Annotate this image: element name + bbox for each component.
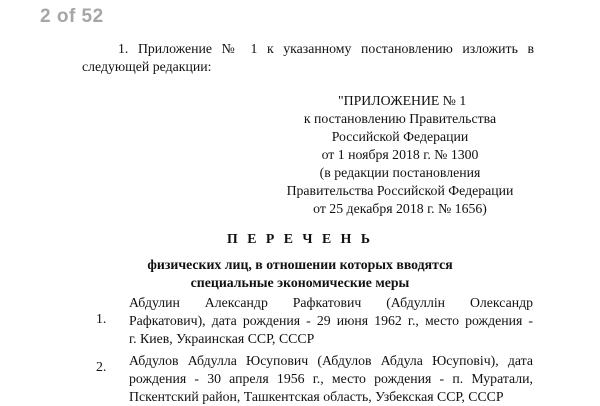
annex-title: "ПРИЛОЖЕНИЕ № 1 — [338, 93, 467, 108]
annex-line: Правительства Российской Федерации — [286, 183, 514, 198]
item-text — [129, 352, 533, 406]
list-subtitle-line: специальные экономические меры — [190, 275, 410, 290]
intro-line: 1. Приложение № 1 к указанному постановлению изложить в — [118, 41, 534, 56]
item-line: Абдулин Александр Рафкатович (Абдуллін Олександр — [129, 295, 533, 310]
intro-line: следующей редакции: — [82, 59, 212, 74]
list-subtitle — [0, 256, 600, 292]
annex-line: от 25 декабря 2018 г. № 1656) — [313, 201, 487, 216]
list-title: П Е Р Е Ч Е Н Ь — [227, 231, 373, 246]
item-line: Пскентский район, Ташкентская область, Узбекская ССР, СССР — [129, 389, 504, 404]
annex-header — [270, 92, 530, 218]
item-number: 1. — [96, 311, 107, 326]
item-number: 2. — [96, 359, 107, 374]
annex-line: (в редакции постановления — [319, 165, 481, 180]
annex-line: к постановлению Правительства — [303, 111, 497, 126]
item-line: Рафкатович), дата рождения - 29 июня 1962 г., место рождения - — [129, 313, 533, 328]
item-text — [129, 294, 533, 348]
intro-paragraph — [82, 40, 534, 76]
list-subtitle-line: физических лиц, в отношении которых вводятся — [147, 257, 453, 272]
annex-line: Российской Федерации — [331, 129, 469, 144]
item-line: Абдулов Абдулла Юсупович (Абдулов Абдула Юсуповіч), дата — [129, 353, 533, 368]
item-line: рождения - 30 апреля 1956 г., место рождения - п. Муратали, — [129, 371, 533, 386]
annex-line: от 1 ноября 2018 г. № 1300 — [321, 147, 479, 162]
page-counter: 2 of 52 — [40, 6, 104, 27]
item-line: г. Киев, Украинская ССР, СССР — [129, 331, 315, 346]
